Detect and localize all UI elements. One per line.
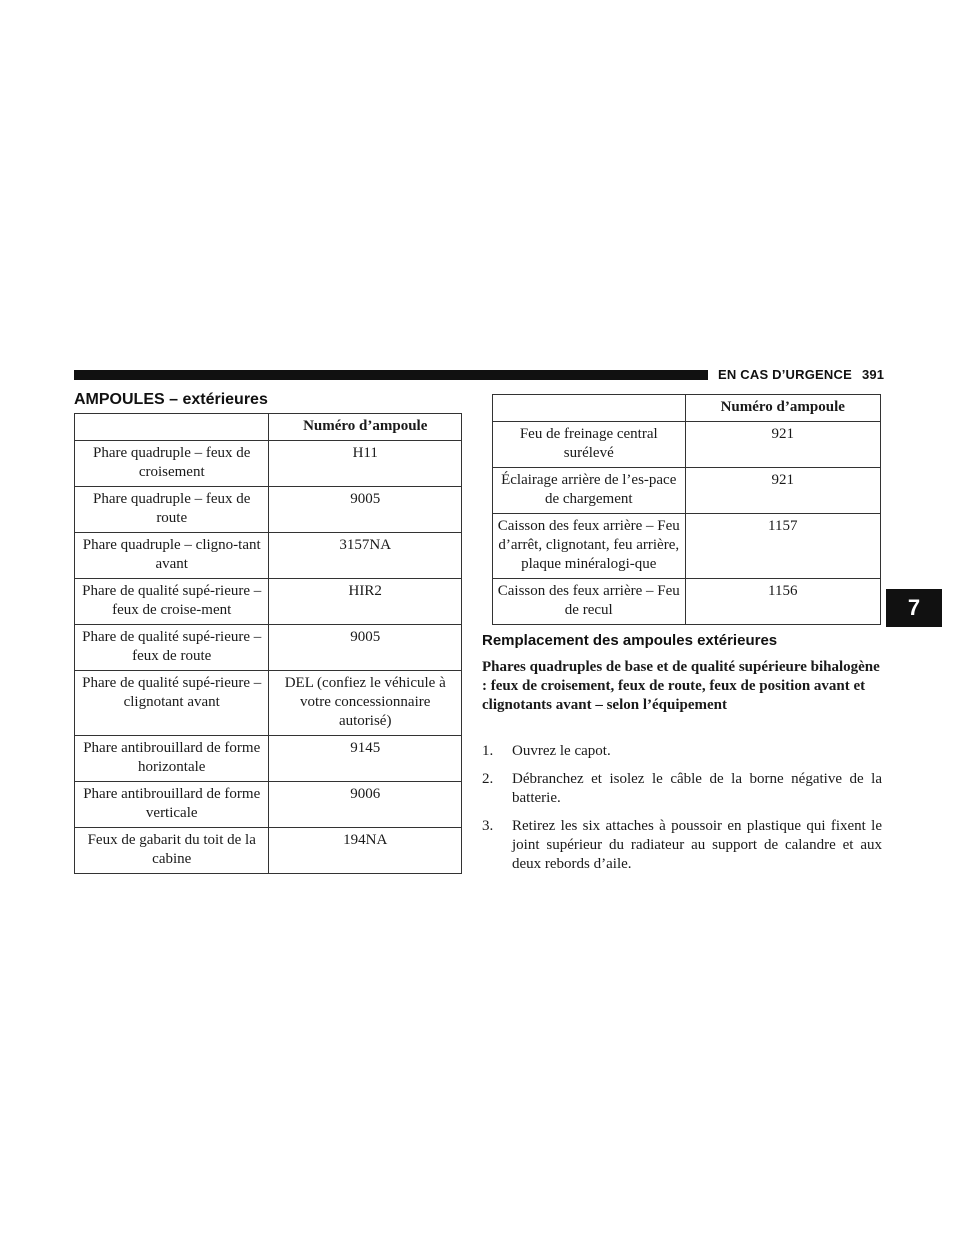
table-header-cell: Numéro d’ampoule	[269, 414, 462, 441]
list-item	[482, 770, 882, 808]
table-row	[75, 579, 462, 625]
bulb-number: DEL (confiez le véhicule à votre concessionnaire autorisé)	[269, 671, 462, 736]
table-header-row	[493, 395, 881, 422]
bulb-location: Caisson des feux arrière – Feu d’arrêt, clignotant, feu arrière, plaque minéralogi-que	[493, 514, 686, 579]
running-header	[718, 367, 884, 382]
bulb-location: Phare de qualité supé-rieure – feux de croise-ment	[75, 579, 269, 625]
table-row	[75, 625, 462, 671]
table-row	[75, 441, 462, 487]
bulb-location: Phare de qualité supé-rieure – feux de route	[75, 625, 269, 671]
table-header-cell: Numéro d’ampoule	[685, 395, 881, 422]
step-number: 3.	[482, 818, 494, 834]
bulb-number: 1157	[685, 514, 881, 579]
header-section: EN CAS D’URGENCE	[718, 367, 852, 382]
table-row	[75, 671, 462, 736]
bulb-location: Phare antibrouillard de forme horizontale	[75, 736, 269, 782]
bulb-number: 9005	[269, 625, 462, 671]
bulb-number: 9145	[269, 736, 462, 782]
step-number: 1.	[482, 743, 494, 759]
bulb-location: Caisson des feux arrière – Feu de recul	[493, 579, 686, 625]
bulb-location: Phare antibrouillard de forme verticale	[75, 782, 269, 828]
bulb-location: Phare quadruple – feux de route	[75, 487, 269, 533]
bulb-number: 9005	[269, 487, 462, 533]
section-title: AMPOULES – extérieures	[74, 391, 268, 408]
exterior-bulbs-table	[74, 413, 462, 874]
table-header-cell	[75, 414, 269, 441]
bulb-number: 1156	[685, 579, 881, 625]
table-row	[493, 579, 881, 625]
step-text: Débranchez et isolez le câble de la borne négative de la batterie.	[512, 771, 882, 806]
table-row	[493, 422, 881, 468]
bulb-location: Phare de qualité supé-rieure – clignotant avant	[75, 671, 269, 736]
subsection-title: Remplacement des ampoules extérieures	[482, 632, 778, 649]
bulb-number: 921	[685, 422, 881, 468]
step-text: Ouvrez le capot.	[512, 743, 611, 759]
chapter-tab: 7	[886, 589, 942, 627]
table-row	[75, 736, 462, 782]
list-item	[482, 742, 882, 761]
bulb-location: Phare quadruple – cligno-tant avant	[75, 533, 269, 579]
list-item	[482, 817, 882, 874]
table-row	[75, 487, 462, 533]
table-header-row	[75, 414, 462, 441]
step-number: 2.	[482, 771, 494, 787]
bulb-number: 194NA	[269, 828, 462, 874]
bulb-number: 9006	[269, 782, 462, 828]
page-number: 391	[861, 367, 885, 382]
table-header-cell	[493, 395, 686, 422]
table-row	[75, 828, 462, 874]
bulb-number: 3157NA	[269, 533, 462, 579]
exterior-bulbs-table-continued	[492, 394, 881, 625]
table-row	[75, 782, 462, 828]
procedure-steps	[482, 742, 882, 883]
bulb-number: H11	[269, 441, 462, 487]
bulb-location: Feux de gabarit du toit de la cabine	[75, 828, 269, 874]
table-row	[493, 514, 881, 579]
header-rule	[74, 370, 708, 380]
bulb-location: Feu de freinage central surélevé	[493, 422, 686, 468]
step-text: Retirez les six attaches à poussoir en plastique qui fixent le joint supérieur du radiateur au support de calandre et aux deux rebords d’aile.	[512, 818, 882, 872]
table-row	[75, 533, 462, 579]
bulb-location: Éclairage arrière de l’es-pace de chargement	[493, 468, 686, 514]
intro-paragraph: Phares quadruples de base et de qualité supérieure bihalogène : feux de croisement, feux de route, feux de position avant et clignotants avant – selon l’équipement	[482, 659, 880, 713]
table-row	[493, 468, 881, 514]
bulb-location: Phare quadruple – feux de croisement	[75, 441, 269, 487]
bulb-number: HIR2	[269, 579, 462, 625]
bulb-number: 921	[685, 468, 881, 514]
